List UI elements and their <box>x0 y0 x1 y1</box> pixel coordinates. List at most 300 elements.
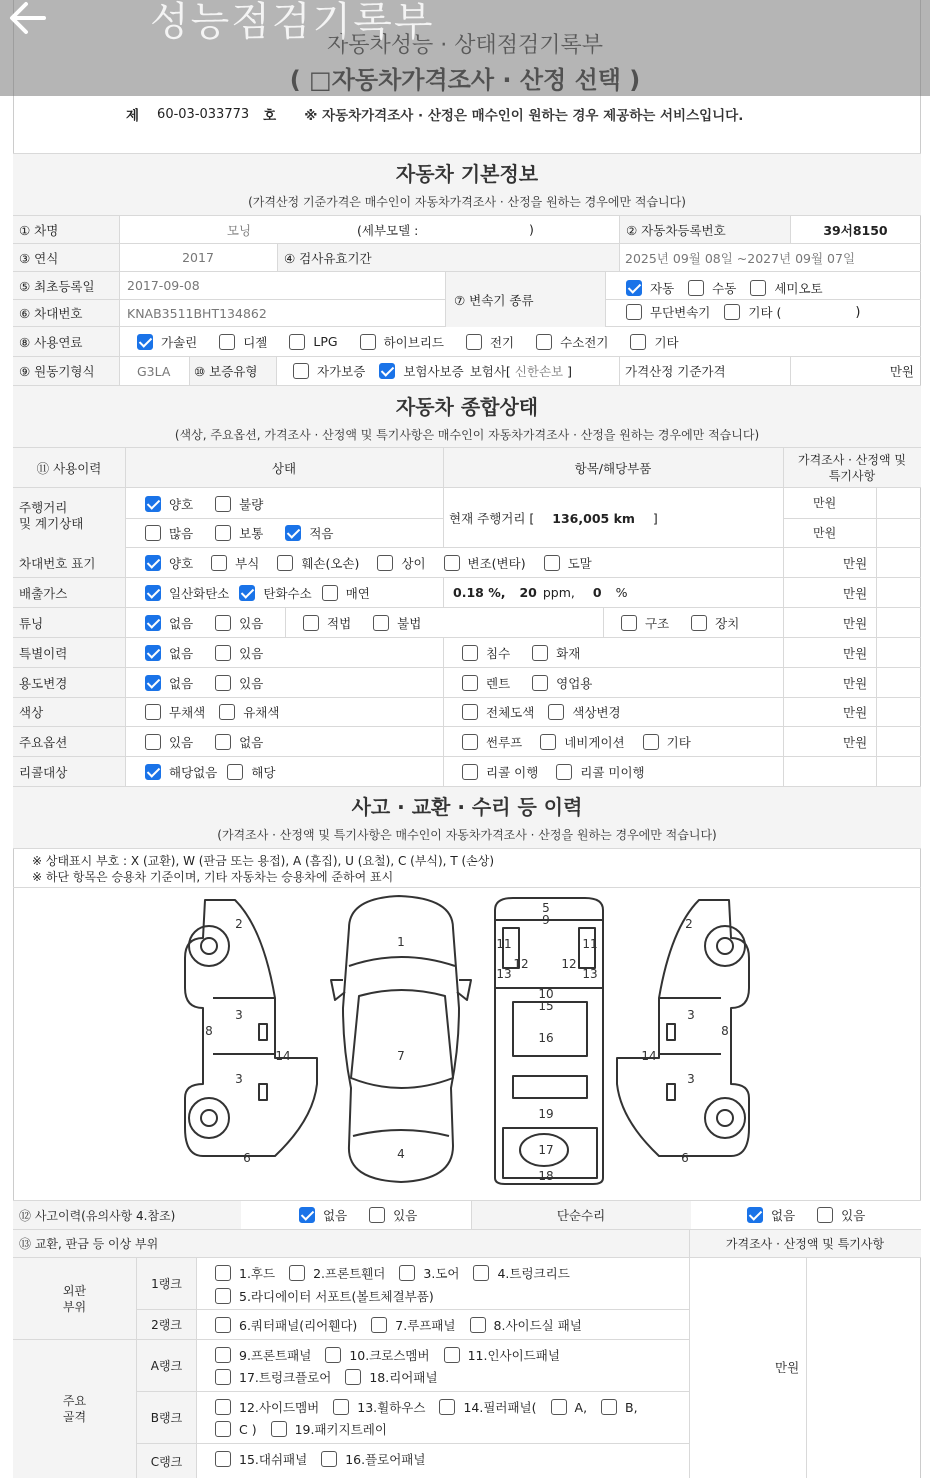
trans-options-row2 <box>626 300 916 324</box>
option-navigation-checkbox[interactable] <box>540 734 556 750</box>
part-roof-panel-checkbox[interactable] <box>371 1317 387 1333</box>
fuel-label: ⑧ 사용연료 <box>13 327 119 356</box>
part-quarter-panel-option[interactable]: 6.쿼터패널(리어휀다) <box>215 1316 357 1334</box>
part-6-right: 6 <box>681 1151 689 1165</box>
special-yes-checkbox[interactable] <box>215 645 231 661</box>
vin-mark-damage-checkbox[interactable] <box>277 555 293 571</box>
col-price-line1: 가격조사 · 산정액 및 <box>798 453 906 467</box>
part-inside-panel-checkbox[interactable] <box>444 1347 460 1363</box>
color-label: 색상 <box>13 698 125 726</box>
vin-value: KNAB3511BHT134862 <box>127 305 267 321</box>
outer-label-line1: 외판 <box>62 1283 87 1298</box>
part-5: 5 <box>542 901 550 915</box>
special-none-option[interactable]: 없음 <box>145 644 193 662</box>
fuel-options <box>137 327 917 356</box>
option-sunroof-option[interactable]: 썬루프 <box>462 733 522 751</box>
part-trunk-floor-option[interactable]: 17.트렁크플로어 <box>215 1368 331 1386</box>
validity-value: 2025년 09월 08일 ~2027년 09월 07일 <box>625 250 856 266</box>
trans-auto-checkbox[interactable] <box>626 280 642 296</box>
part-3-right-front: 3 <box>687 1008 695 1022</box>
color-changed-option[interactable]: 색상변경 <box>548 703 620 721</box>
part-cross-member-checkbox[interactable] <box>325 1347 341 1363</box>
color-achromatic-option[interactable]: 무채색 <box>145 703 205 721</box>
tuning-yes-option[interactable]: 있음 <box>215 614 263 632</box>
purpose-price-unit: 만원 <box>843 675 868 691</box>
rankB-label: B랭크 <box>137 1392 197 1444</box>
rankC-items <box>215 1448 439 1470</box>
vin-mark-differ-checkbox[interactable] <box>377 555 393 571</box>
option-sunroof-checkbox[interactable] <box>462 734 478 750</box>
option-options <box>145 727 435 756</box>
tuning-none-option[interactable]: 없음 <box>145 614 193 632</box>
tuning-none-checkbox[interactable] <box>145 615 161 631</box>
fuel-gasoline-option[interactable]: 가솔린 <box>137 333 197 351</box>
accident-none-option[interactable]: 없음 <box>299 1206 347 1224</box>
recall-type-options <box>462 757 762 786</box>
warranty-insurer-option[interactable]: 보험사보증 <box>379 362 463 380</box>
color-options <box>145 698 435 726</box>
part-dash-panel-checkbox[interactable] <box>215 1451 231 1467</box>
special-none-checkbox[interactable] <box>145 645 161 661</box>
part-hood-checkbox[interactable] <box>215 1265 231 1281</box>
tuning-label: 튜닝 <box>13 608 125 637</box>
emission-price-unit: 만원 <box>843 585 868 601</box>
emission-values <box>453 578 773 607</box>
accident-yes-checkbox[interactable] <box>369 1207 385 1223</box>
mileage-current <box>449 488 658 548</box>
simple-none-checkbox[interactable] <box>747 1207 763 1223</box>
option-other-option[interactable]: 기타 <box>643 733 691 751</box>
part-floor-panel-checkbox[interactable] <box>321 1451 337 1467</box>
parts-price-unit: 만원 <box>775 1360 800 1375</box>
part-front-panel-checkbox[interactable] <box>215 1347 231 1363</box>
part-pillar-a-option[interactable]: A, <box>551 1399 588 1415</box>
option-yes-option[interactable]: 있음 <box>145 733 193 751</box>
part-pillar-b-checkbox[interactable] <box>601 1399 617 1415</box>
trans-label: ⑦ 변속기 종류 <box>445 272 606 327</box>
rank1-items-row2 <box>215 1285 448 1307</box>
part-package-tray-option[interactable]: 19.패키지트레이 <box>271 1420 387 1438</box>
color-achromatic-checkbox[interactable] <box>145 704 161 720</box>
recall-options <box>145 757 435 786</box>
purpose-yes-checkbox[interactable] <box>215 675 231 691</box>
part-hood-option[interactable]: 1.후드 <box>215 1264 275 1282</box>
part-pillar-panel-option[interactable]: 14.필러패널( <box>439 1398 536 1416</box>
mileage-low-checkbox[interactable] <box>285 525 301 541</box>
part-16: 16 <box>538 1031 554 1045</box>
option-yes-checkbox[interactable] <box>145 734 161 750</box>
recall-done-checkbox[interactable] <box>462 764 478 780</box>
vin-mark-good-option[interactable]: 양호 <box>145 554 193 572</box>
accident-none-checkbox[interactable] <box>299 1207 315 1223</box>
color-price-unit: 만원 <box>843 705 868 720</box>
fuel-hydrogen-checkbox[interactable] <box>536 334 552 350</box>
special-fire-option[interactable]: 화재 <box>532 644 580 662</box>
part-8-right: 8 <box>721 1024 729 1038</box>
status-subtitle: (색상, 주요옵션, 가격조사 · 산정액 및 특기사항은 매수인이 자동차가격조사 · 산정을 원하는 경우에만 적습니다) <box>174 428 760 442</box>
mileage-label-line2: 및 계기상태 <box>19 516 84 531</box>
rankB-items-row1 <box>215 1396 652 1418</box>
vin-mark-smear-option[interactable]: 도말 <box>544 554 592 572</box>
vin-mark-good-checkbox[interactable] <box>145 555 161 571</box>
color-changed-checkbox[interactable] <box>548 704 564 720</box>
purpose-options <box>145 668 435 697</box>
mileage-price-unit-2: 만원 <box>813 526 837 540</box>
emission-smoke-value: 0 <box>592 585 602 600</box>
mileage-low-option[interactable]: 적음 <box>285 524 333 542</box>
part-wheel-house-checkbox[interactable] <box>333 1399 349 1415</box>
purpose-none-option[interactable]: 없음 <box>145 674 193 692</box>
row-parts-header <box>13 1230 921 1258</box>
purpose-business-checkbox[interactable] <box>532 675 548 691</box>
fuel-hydrogen-option[interactable]: 수소전기 <box>536 333 608 351</box>
part-11-left: 11 <box>496 937 512 951</box>
part-side-sill-option[interactable]: 8.사이드실 패널 <box>470 1316 582 1334</box>
color-change-options <box>462 698 762 726</box>
part-9: 9 <box>542 913 550 927</box>
fuel-other-option[interactable]: 기타 <box>630 333 678 351</box>
emission-co-checkbox[interactable] <box>145 585 161 601</box>
rank1-label: 1랭크 <box>137 1258 197 1310</box>
mileage-label <box>13 488 125 548</box>
emission-hc-unit: ppm, <box>542 585 575 600</box>
part-front-panel-option[interactable]: 9.프론트패널 <box>215 1346 311 1364</box>
special-flood-checkbox[interactable] <box>462 645 478 661</box>
status-column-header <box>13 448 921 488</box>
special-options <box>145 638 435 667</box>
fuel-gasoline-checkbox[interactable] <box>137 334 153 350</box>
special-label: 특별이력 <box>13 638 125 667</box>
part-wheel-house-option[interactable]: 13.휠하우스 <box>333 1398 425 1416</box>
fuel-diesel-checkbox[interactable] <box>219 334 235 350</box>
fuel-diesel-option[interactable]: 디젤 <box>219 333 267 351</box>
part-radiator-support-checkbox[interactable] <box>215 1288 231 1304</box>
part-13-left: 13 <box>496 967 512 981</box>
part-2-right: 2 <box>685 917 693 931</box>
part-front-fender-option[interactable]: 2.프론트휀더 <box>289 1264 385 1282</box>
vin-mark-smear-checkbox[interactable] <box>544 555 560 571</box>
part-19: 19 <box>538 1107 554 1121</box>
purpose-type-options <box>462 668 762 697</box>
doc-number-line <box>126 103 906 125</box>
part-radiator-support-option[interactable]: 5.라디에이터 서포트(볼트체결부품) <box>215 1287 434 1305</box>
warranty-insurer-checkbox[interactable] <box>379 363 395 379</box>
part-pillar-b-option[interactable]: B, <box>601 1399 638 1415</box>
rankC-label: C랭크 <box>137 1444 197 1478</box>
vin-label: ⑥ 차대번호 <box>13 300 119 326</box>
recall-yes-checkbox[interactable] <box>227 764 243 780</box>
insurer-close: ] <box>567 363 573 379</box>
vin-mark-differ-option[interactable]: 상이 <box>377 554 425 572</box>
part-10: 10 <box>538 987 554 1001</box>
part-6-left: 6 <box>243 1151 251 1165</box>
first-reg-label: ⑤ 최초등록일 <box>13 272 119 299</box>
part-17: 17 <box>538 1143 554 1157</box>
mileage-amount-options <box>145 522 347 544</box>
recall-not-done-option[interactable]: 리콜 미이행 <box>556 763 644 781</box>
special-flood-option[interactable]: 침수 <box>462 644 510 662</box>
col-price-line2: 특기사항 <box>828 469 876 483</box>
mileage-good-checkbox[interactable] <box>145 496 161 512</box>
accident-yes-option[interactable]: 있음 <box>369 1206 417 1224</box>
recall-not-done-checkbox[interactable] <box>556 764 572 780</box>
part-pillar-a-checkbox[interactable] <box>551 1399 567 1415</box>
option-navigation-option[interactable]: 네비게이션 <box>540 733 624 751</box>
doc-no-value: 60-03-033773 <box>157 106 250 122</box>
special-price-unit: 만원 <box>843 645 868 661</box>
fuel-electric-option[interactable]: 전기 <box>466 333 514 351</box>
basic-info-subtitle: (가격산정 기준가격은 매수인이 자동차가격조사 · 산정을 원하는 경우에만 적습니다) <box>248 195 686 209</box>
emission-smoke-option[interactable]: 매연 <box>322 584 370 602</box>
mileage-normal-option[interactable]: 보통 <box>215 524 263 542</box>
row-car-name <box>13 216 921 244</box>
emission-smoke-unit: % <box>615 585 628 600</box>
part-trunk-lid-option[interactable]: 4.트렁크리드 <box>473 1264 569 1282</box>
part-roof-panel-option[interactable]: 7.루프패널 <box>371 1316 455 1334</box>
trans-other-option[interactable]: 기타 ( <box>724 303 781 321</box>
outer-panel-label <box>13 1258 137 1340</box>
emission-smoke-checkbox[interactable] <box>322 585 338 601</box>
trans-other-close: ) <box>855 304 861 320</box>
purpose-rent-checkbox[interactable] <box>462 675 478 691</box>
accident-history-label: ⑫ 사고이력(유의사항 4.참조) <box>19 1208 176 1223</box>
color-chromatic-option[interactable]: 유채색 <box>219 703 279 721</box>
part-side-member-option[interactable]: 12.사이드멤버 <box>215 1398 319 1416</box>
color-full-paint-option[interactable]: 전체도색 <box>462 703 534 721</box>
mileage-current-label: 현재 주행거리 [ <box>449 511 535 526</box>
price-basis-label: 가격산정 기준가격 <box>625 364 726 379</box>
tuning-structure-option[interactable]: 구조 <box>621 614 669 632</box>
trans-cvt-option[interactable]: 무단변속기 <box>626 303 710 321</box>
part-3-right-rear: 3 <box>687 1072 695 1086</box>
mileage-condition-options <box>145 493 277 515</box>
outer-label-line2: 부위 <box>62 1299 87 1314</box>
part-14-left: 14 <box>275 1049 291 1063</box>
col-items: 항목/해당부품 <box>574 460 652 476</box>
option-none-option[interactable]: 없음 <box>215 733 263 751</box>
col-state: 상태 <box>271 460 297 476</box>
emission-hc-value: 20 <box>519 585 537 600</box>
purpose-yes-option[interactable]: 있음 <box>215 674 263 692</box>
part-door-option[interactable]: 3.도어 <box>399 1264 459 1282</box>
warranty-options <box>293 357 623 385</box>
purpose-business-option[interactable]: 영업용 <box>532 674 592 692</box>
part-trunk-floor-checkbox[interactable] <box>215 1369 231 1385</box>
row-color <box>13 698 921 727</box>
tuning-device-option[interactable]: 장치 <box>691 614 739 632</box>
part-pillar-c-option[interactable]: C ) <box>215 1421 257 1437</box>
trans-manual-checkbox[interactable] <box>688 280 704 296</box>
trans-semi-checkbox[interactable] <box>750 280 766 296</box>
row-tuning <box>13 608 921 638</box>
part-side-member-checkbox[interactable] <box>215 1399 231 1415</box>
row-engine <box>13 357 921 386</box>
tuning-device-checkbox[interactable] <box>691 615 707 631</box>
row-options <box>13 727 921 757</box>
trans-other-checkbox[interactable] <box>724 304 740 320</box>
warranty-self-checkbox[interactable] <box>293 363 309 379</box>
mileage-bad-checkbox[interactable] <box>215 496 231 512</box>
rank2-items <box>215 1314 596 1336</box>
rankB-items-row2 <box>215 1418 401 1440</box>
insurer-text: 보험사[ <box>469 364 511 379</box>
mileage-good-option[interactable]: 양호 <box>145 495 193 513</box>
tuning-legal-option[interactable]: 적법 <box>303 614 351 632</box>
part-4: 4 <box>397 1147 405 1161</box>
trans-auto-option[interactable]: 자동 <box>626 279 674 297</box>
warranty-self-option[interactable]: 자가보증 <box>293 362 365 380</box>
part-door-checkbox[interactable] <box>399 1265 415 1281</box>
detail-model-close: ) <box>529 222 534 237</box>
vin-mark-corrosion-option[interactable]: 부식 <box>211 554 259 572</box>
back-arrow-icon[interactable] <box>8 0 48 36</box>
row-year <box>13 244 921 272</box>
reg-no-value: 39서8150 <box>823 222 888 238</box>
part-rear-panel-checkbox[interactable] <box>345 1369 361 1385</box>
trans-manual-option[interactable]: 수동 <box>688 279 736 297</box>
vin-mark-corrosion-checkbox[interactable] <box>211 555 227 571</box>
col-history: ⑪ 사용이력 <box>36 460 102 476</box>
mileage-bad-option[interactable]: 불량 <box>215 495 263 513</box>
color-chromatic-checkbox[interactable] <box>219 704 235 720</box>
part-floor-panel-option[interactable]: 16.플로어패널 <box>321 1450 425 1468</box>
vin-mark-altered-checkbox[interactable] <box>444 555 460 571</box>
overlay-page-title: 성능점검기록부 <box>150 0 435 45</box>
option-none-checkbox[interactable] <box>215 734 231 750</box>
engine-value: G3LA <box>137 363 171 379</box>
reg-no-label: ② 자동차등록번호 <box>620 216 790 243</box>
tuning-illegal-option[interactable]: 불법 <box>373 614 421 632</box>
option-type-options <box>462 727 782 756</box>
engine-label: ⑨ 원동기형식 <box>13 357 119 385</box>
vin-mark-options <box>145 548 775 577</box>
part-3-left-front: 3 <box>235 1008 243 1022</box>
tuning-yes-checkbox[interactable] <box>215 615 231 631</box>
option-other-checkbox[interactable] <box>643 734 659 750</box>
simple-yes-checkbox[interactable] <box>817 1207 833 1223</box>
purpose-label: 용도변경 <box>13 668 125 697</box>
trans-cvt-checkbox[interactable] <box>626 304 642 320</box>
mileage-high-option[interactable]: 많음 <box>145 524 193 542</box>
doc-no-suffix: 호 <box>263 108 277 124</box>
part-15: 15 <box>538 999 554 1013</box>
simple-yes-option[interactable]: 있음 <box>817 1206 865 1224</box>
rank1-items-row1 <box>215 1262 584 1284</box>
frame-label-line1: 주요 <box>62 1394 87 1408</box>
option-price-unit: 만원 <box>843 734 868 750</box>
tuning-price-unit: 만원 <box>843 615 868 631</box>
year-label: ③ 연식 <box>13 244 119 271</box>
standard-note: ※ 하단 항목은 승용차 기준이며, 기타 자동차는 승용차에 준하여 표시 <box>32 870 394 884</box>
car-name-value: 모닝 <box>226 222 252 238</box>
vin-mark-price-unit: 만원 <box>843 555 868 571</box>
part-inside-panel-option[interactable]: 11.인사이드패널 <box>444 1346 560 1364</box>
validity-label: ④ 검사유효기간 <box>278 244 619 271</box>
part-pillar-c-checkbox[interactable] <box>215 1421 231 1437</box>
part-14-right: 14 <box>641 1049 657 1063</box>
part-13-right: 13 <box>582 967 598 981</box>
status-title: 자동차 종합상태 <box>395 395 539 419</box>
fuel-other-checkbox[interactable] <box>630 334 646 350</box>
row-emission <box>13 578 921 608</box>
part-side-sill-checkbox[interactable] <box>470 1317 486 1333</box>
part-package-tray-checkbox[interactable] <box>271 1421 287 1437</box>
first-reg-value: 2017-09-08 <box>127 278 200 293</box>
tuning-legal-checkbox[interactable] <box>303 615 319 631</box>
part-quarter-panel-checkbox[interactable] <box>215 1317 231 1333</box>
tuning-illegal-checkbox[interactable] <box>373 615 389 631</box>
emission-hc-checkbox[interactable] <box>239 585 255 601</box>
special-yes-option[interactable]: 있음 <box>215 644 263 662</box>
part-trunk-lid-checkbox[interactable] <box>473 1265 489 1281</box>
parts-label: ⑬ 교환, 판금 등 이상 부위 <box>19 1237 159 1251</box>
purpose-rent-option[interactable]: 렌트 <box>462 674 510 692</box>
symbol-legend: ※ 상태표시 부호 : X (교환), W (판금 또는 용접), A (흠집), U (요철), C (부식), T (손상) <box>32 854 495 868</box>
parts-price-label: 가격조사 · 산정액 및 특기사항 <box>725 1237 885 1251</box>
mileage-normal-checkbox[interactable] <box>215 525 231 541</box>
accident-subtitle: (가격조사 · 산정액 및 특기사항은 매수인이 자동차가격조사 · 산정을 원하는 경우에만 적습니다) <box>217 828 717 842</box>
part-dash-panel-option[interactable]: 15.대쉬패널 <box>215 1450 307 1468</box>
recall-done-option[interactable]: 리콜 이행 <box>462 763 538 781</box>
mileage-price-unit-1: 만원 <box>813 496 837 510</box>
part-front-fender-checkbox[interactable] <box>289 1265 305 1281</box>
trans-semi-option[interactable]: 세미오토 <box>750 279 822 297</box>
rankA-label: A랭크 <box>137 1340 197 1392</box>
emission-label: 배출가스 <box>13 578 125 607</box>
fuel-hybrid-option[interactable]: 하이브리드 <box>360 333 444 351</box>
fuel-lpg-checkbox[interactable] <box>289 334 305 350</box>
fuel-electric-checkbox[interactable] <box>466 334 482 350</box>
vin-mark-label: 차대번호 표기 <box>13 548 125 577</box>
row-fuel <box>13 327 921 357</box>
top-overlay-bar <box>0 0 930 96</box>
option-label: 주요옵션 <box>13 727 125 756</box>
emission-hc-option[interactable]: 탄화수소 <box>239 584 311 602</box>
color-full-paint-checkbox[interactable] <box>462 704 478 720</box>
part-11-right: 11 <box>582 937 598 951</box>
recall-yes-option[interactable]: 해당 <box>227 763 275 781</box>
part-rear-panel-option[interactable]: 18.리어패널 <box>345 1368 437 1386</box>
row-purpose <box>13 668 921 698</box>
vin-mark-altered-option[interactable]: 변조(변타) <box>444 554 526 572</box>
part-cross-member-option[interactable]: 10.크로스멤버 <box>325 1346 429 1364</box>
accident-title: 사고 · 교환 · 수리 등 이력 <box>351 795 583 819</box>
vin-mark-damage-option[interactable]: 훼손(오손) <box>277 554 359 572</box>
part-3-left-rear: 3 <box>235 1072 243 1086</box>
row-special <box>13 638 921 668</box>
tuning-structure-checkbox[interactable] <box>621 615 637 631</box>
simple-none-option[interactable]: 없음 <box>747 1206 795 1224</box>
insurer-value: 신한손보 <box>514 364 564 379</box>
row-vin-mark <box>13 548 921 578</box>
part-8-left: 8 <box>205 1024 213 1038</box>
accident-history-options <box>241 1201 471 1229</box>
doc-notice: ※ 자동차가격조사 · 산정은 매수인이 원하는 경우 제공하는 서비스입니다. <box>304 108 744 124</box>
mileage-current-value: 136,005 km <box>552 510 635 526</box>
recall-none-option[interactable]: 해당없음 <box>145 763 217 781</box>
special-fire-checkbox[interactable] <box>532 645 548 661</box>
fuel-lpg-option[interactable]: LPG <box>289 334 337 350</box>
doc-no-label: 제 <box>126 108 140 124</box>
part-7: 7 <box>397 1049 405 1063</box>
recall-none-checkbox[interactable] <box>145 764 161 780</box>
fuel-hybrid-checkbox[interactable] <box>360 334 376 350</box>
part-pillar-panel-checkbox[interactable] <box>439 1399 455 1415</box>
purpose-none-checkbox[interactable] <box>145 675 161 691</box>
mileage-high-checkbox[interactable] <box>145 525 161 541</box>
emission-co-option[interactable]: 일산화탄소 <box>145 584 229 602</box>
tuning-type-options <box>621 608 781 637</box>
